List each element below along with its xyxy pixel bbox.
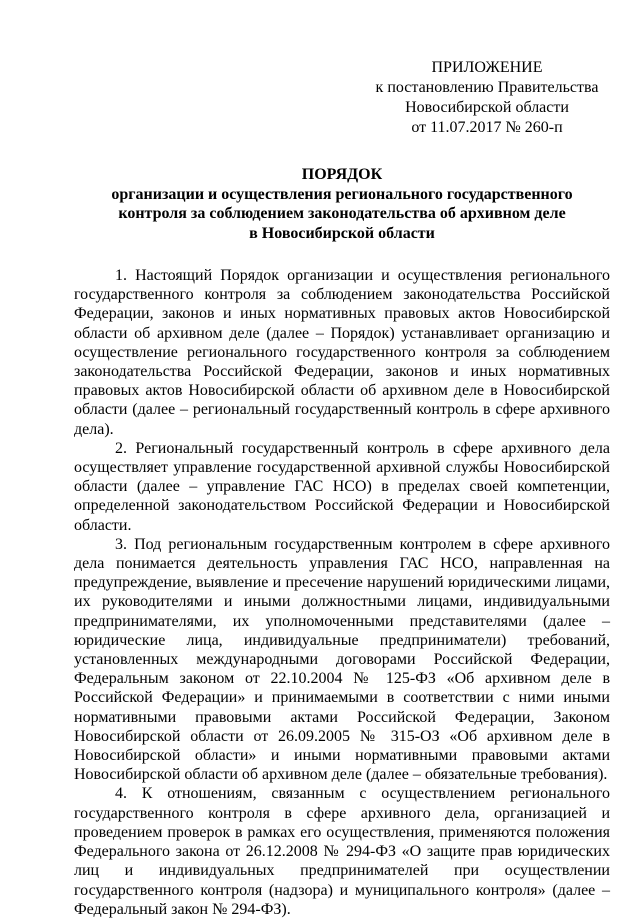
- paragraph-1: 1. Настоящий Порядок организации и осуществления регионального государственного контроля за соблюдением законодательства Российской Федерации, законов и иных нормативных правовых актов Новосибирской области об архивном деле (далее – Порядок) устанавливает организацию и осуществление регионального государственного контроля за соблюдением законодательства Российской Федерации, законов и иных нормативных правовых актов Новосибирской области об архивном деле в Новосибирской области (далее – региональный государственный контроль в сфере архивного дела).: [74, 267, 610, 438]
- document-body: [74, 266, 610, 919]
- paragraph-2: 2. Региональный государственный контроль в сфере архивного дела осуществляет управление государственной архивной службы Новосибирской области (далее – управление ГАС НСО) в пределах своей компетенции, определенной законодательством Российской Федерации и Новосибирской области.: [74, 439, 610, 534]
- title-line-1: организации и осуществления регионального государственного: [111, 185, 573, 203]
- document-title: [74, 165, 610, 243]
- appendix-resolution: к постановлению Правительства: [375, 79, 599, 96]
- title-heading: ПОРЯДОК: [301, 166, 383, 183]
- paragraph-3: 3. Под региональным государственным контролем в сфере архивного дела понимается деятельность управления ГАС НСО, направленная на предупреждение, выявление и пресечение нарушений юридическими лицами, их руководителями и иными должностными лицами, индивидуальными предпринимателями, их уполномоченными представителями (далее – юридические лица, индивидуальные предприниматели) требований, установленных международными договорами Российской Федерации, Федеральным законом от 22.10.2004 № 125-ФЗ «Об архивном деле в Российской Федерации» и принимаемыми в соответствии с ними иными нормативными правовыми актами Российской Федерации, Законом Новосибирской области от 26.09.2005 № 315-ОЗ «Об архивном деле в Новосибирской области» и иными нормативными правовыми актами Новосибирской области об архивном деле (далее – обязательные требования).: [74, 535, 610, 784]
- appendix-block: [372, 58, 602, 138]
- title-line-2: контроля за соблюдением законодательства об архивном деле: [118, 205, 566, 222]
- title-line-3: в Новосибирской области: [249, 224, 435, 242]
- appendix-label: ПРИЛОЖЕНИЕ: [431, 59, 543, 76]
- paragraph-4: 4. К отношениям, связанным с осуществлением регионального государственного контроля в сфере архивного дела, организацией и проведением проверок в рамках его осуществления, применяются положения Федерального закона от 26.12.2008 № 294-ФЗ «О защите прав юридических лиц и индивидуальных предпринимателей при осуществлении государственного контроля (надзора) и муниципального контроля» (далее – Федеральный закон № 294-ФЗ).: [74, 785, 610, 918]
- appendix-region: Новосибирской области: [405, 99, 569, 116]
- appendix-date-number: от 11.07.2017 № 260-п: [411, 119, 563, 136]
